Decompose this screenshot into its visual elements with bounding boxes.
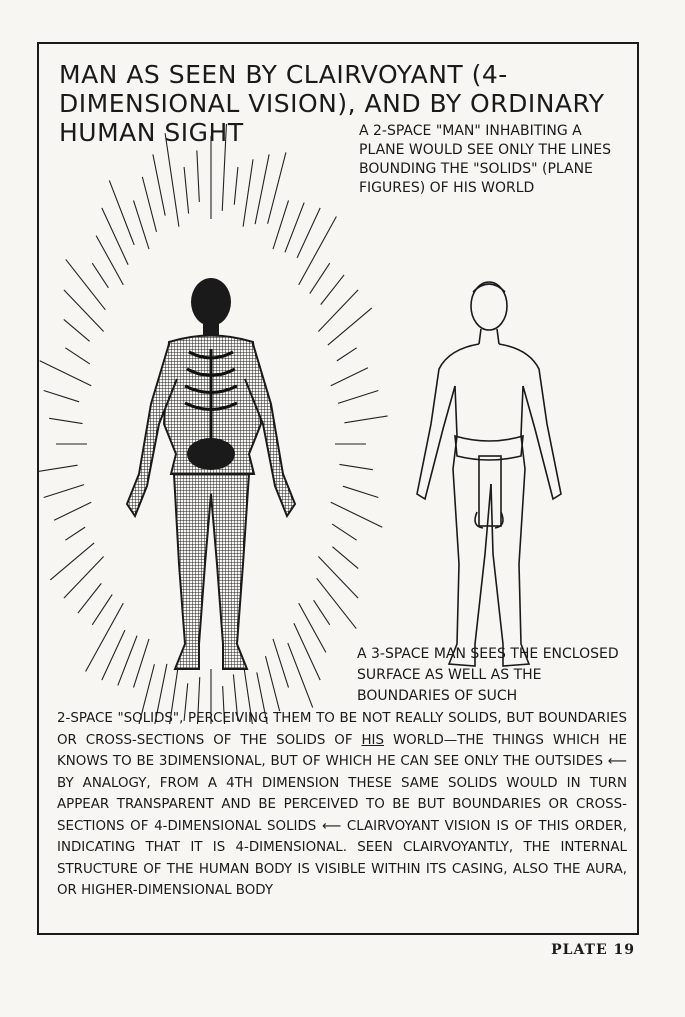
aura-ray: [337, 348, 357, 361]
aura-ray: [222, 124, 226, 211]
aura-ray: [299, 216, 337, 284]
aura-ray: [285, 203, 304, 253]
aura-ray: [92, 594, 112, 624]
aura-ray: [234, 167, 238, 205]
aura-ray: [344, 416, 387, 423]
aura-ray: [197, 150, 199, 202]
aura-ray: [44, 390, 79, 401]
caption-2-space-man: A 2-SPACE "MAN" INHABITING A PLANE WOULD SEE ONLY THE LINES BOUNDING THE "SOLIDS" (PLANE FIGURES) OF HIS WORLD: [359, 123, 612, 196]
aura-ray: [134, 639, 150, 688]
plate-title: MAN AS SEEN BY CLAIRVOYANT (4-DIMENSIONAL VISION), AND BY ORDINARY HUMAN SIGHT: [59, 60, 605, 147]
aura-ray: [66, 259, 106, 309]
aura-ray: [65, 348, 89, 364]
aura-ray: [266, 656, 280, 711]
aura-ray: [338, 390, 378, 403]
aura-ray: [86, 603, 124, 671]
aura-ray: [273, 200, 289, 249]
caption-3-space-man: A 3-SPACE MAN SEES THE ENCLOSED SURFACE AS WELL AS THE BOUNDARIES OF SUCH: [357, 646, 619, 704]
text-emphasis-his: HIS: [361, 732, 384, 748]
aura-ray: [297, 208, 320, 258]
text-part-2: WORLD—THE THINGS WHICH HE KNOWS TO BE 3DIMENSIONAL, BUT OF WHICH HE CAN SEE ONLY THE OUTSIDES ⟵ BY ANALOGY, FROM A 4TH DIMENSION THESE SAME SOLIDS WOULD IN TURN APPEAR TRANSPARENT AND BE PERCEIVED TO BE BUT BOUNDARIES OR CROSS-SECTIONS OF 4-DIMENSIONAL SOLIDS ⟵ CLAIRVOYANT VISION IS OF THIS ORDER, INDICATING THAT IT IS 4-DIMENSIONAL. SEEN CLAIRVOYANTLY, THE INTERNAL STRUCTURE OF THE HUMAN BODY IS VISIBLE WITHIN ITS CASING, ALSO THE AURA, OR HIGHER-DIMENSIONAL BODY: [57, 732, 628, 898]
aura-ray: [332, 547, 358, 569]
aura-ray: [332, 524, 356, 540]
aura-ray: [273, 639, 289, 688]
aura-ray: [255, 154, 269, 224]
aura-ray: [339, 464, 372, 469]
aura-ray: [317, 578, 357, 628]
aura-ray: [321, 275, 344, 305]
aura-ray: [109, 180, 134, 245]
aura-ray: [65, 527, 85, 540]
aura-ray: [343, 486, 378, 497]
clairvoyant-figure: [127, 278, 295, 669]
aura-ray: [288, 643, 313, 708]
aura-ray: [184, 167, 189, 214]
aura-ray: [268, 152, 286, 223]
aura-ray: [64, 319, 90, 341]
aura-ray: [96, 236, 123, 285]
aura-ray: [92, 263, 108, 288]
aura-ray: [40, 361, 92, 386]
aura-ray: [134, 200, 150, 249]
aura-ray: [243, 159, 253, 226]
aura-ray: [165, 133, 179, 226]
ordinary-figure: [417, 282, 561, 666]
aura-ray: [78, 583, 101, 613]
aura-ray: [142, 177, 156, 232]
explanatory-text: [57, 708, 627, 902]
aura-ray: [328, 308, 372, 345]
aura-ray: [331, 502, 383, 527]
illustration-svg: [39, 124, 639, 724]
aura-ray: [299, 603, 326, 652]
aura-ray: [153, 154, 165, 215]
aura-ray: [118, 636, 137, 686]
aura-ray: [39, 465, 78, 472]
aura-ray: [102, 208, 128, 265]
aura-ray: [294, 623, 320, 680]
plate-frame: [37, 42, 639, 935]
figure-illustration: [39, 124, 639, 724]
plate-number: PLATE 19: [551, 942, 635, 958]
aura-ray: [310, 263, 330, 293]
text-part-1: 2-SPACE "SOLIDS", PERCEIVING THEM TO BE NOT REALLY SOLIDS, BUT BOUNDARIES OR CROSS-SECTIONS OF THE SOLIDS OF: [57, 711, 627, 748]
aura-ray: [44, 485, 84, 498]
aura-ray: [50, 543, 94, 580]
aura-ray: [49, 418, 82, 423]
aura-ray: [102, 630, 125, 680]
aura-ray: [331, 368, 368, 386]
aura-ray: [314, 600, 330, 625]
aura-ray: [54, 502, 91, 520]
